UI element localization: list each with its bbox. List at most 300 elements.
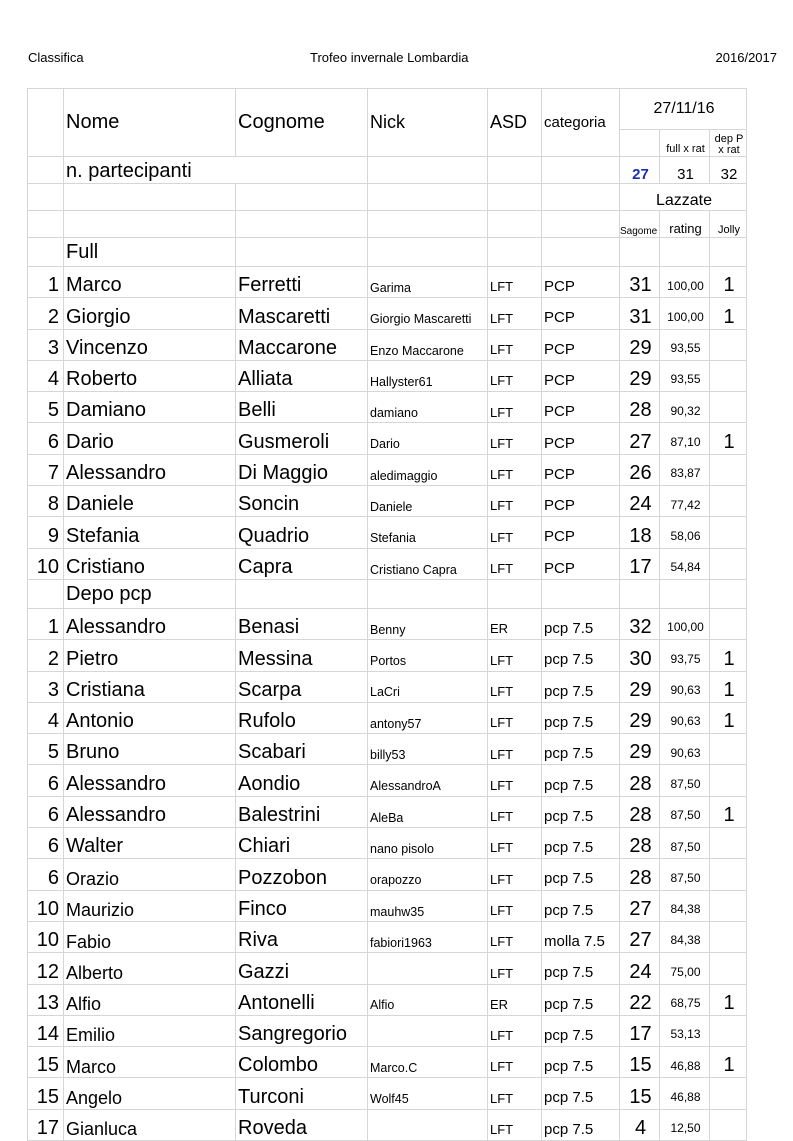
rank: 10 [28,921,64,952]
cell [236,579,368,608]
rating: 100,00 [660,608,710,639]
rating: 54,84 [660,548,710,579]
targets: 18 [620,517,660,548]
table-row [28,360,747,391]
cell [542,579,620,608]
category: pcp 7.5 [542,859,620,890]
nickname [368,1015,488,1046]
targets: 26 [620,454,660,485]
rank: 15 [28,1078,64,1109]
targets: 29 [620,329,660,360]
club: LFT [488,298,542,329]
nickname [368,953,488,984]
col-jolly: Jolly [710,211,747,238]
jolly [710,1015,747,1046]
rating: 46,88 [660,1047,710,1078]
rating: 84,38 [660,890,710,921]
col-rating: rating [660,211,710,238]
jolly: 1 [710,640,747,671]
rank: 2 [28,298,64,329]
first-name: Alessandro [64,796,236,827]
club: LFT [488,486,542,517]
nickname: fabiori1963 [368,921,488,952]
rating: 58,06 [660,517,710,548]
category: pcp 7.5 [542,828,620,859]
rank: 8 [28,486,64,517]
cell [488,579,542,608]
table-row [28,1015,747,1046]
nickname: Giorgio Mascaretti [368,298,488,329]
club: LFT [488,517,542,548]
rating: 93,55 [660,360,710,391]
jolly [710,1109,747,1140]
first-name: Pietro [64,640,236,671]
club: LFT [488,734,542,765]
rating: 90,63 [660,734,710,765]
first-name: Vincenzo [64,329,236,360]
cell [660,238,710,267]
table-row [28,267,747,298]
pos-header [28,89,64,157]
rank: 1 [28,267,64,298]
club: LFT [488,329,542,360]
club: ER [488,608,542,639]
targets: 28 [620,392,660,423]
rank: 12 [28,953,64,984]
rating: 87,10 [660,423,710,454]
last-name: Balestrini [236,796,368,827]
jolly: 1 [710,298,747,329]
targets: 29 [620,671,660,702]
rank: 5 [28,392,64,423]
rank: 17 [28,1109,64,1140]
rating: 93,75 [660,640,710,671]
rank: 4 [28,360,64,391]
last-name: Pozzobon [236,859,368,890]
nickname: mauhw35 [368,890,488,921]
header-title: Trofeo invernale Lombardia [310,50,469,65]
rank: 10 [28,890,64,921]
cell [488,238,542,267]
last-name: Colombo [236,1047,368,1078]
club: LFT [488,267,542,298]
last-name: Maccarone [236,329,368,360]
category: molla 7.5 [542,921,620,952]
targets: 17 [620,1015,660,1046]
category: PCP [542,486,620,517]
first-name: Daniele [64,486,236,517]
jolly [710,921,747,952]
targets: 28 [620,859,660,890]
targets: 30 [620,640,660,671]
rating: 100,00 [660,267,710,298]
club: LFT [488,1015,542,1046]
rank: 7 [28,454,64,485]
last-name: Quadrio [236,517,368,548]
category: pcp 7.5 [542,702,620,733]
nickname: Stefania [368,517,488,548]
jolly [710,517,747,548]
table-row [28,702,747,733]
category: PCP [542,267,620,298]
rank: 3 [28,671,64,702]
jolly [710,953,747,984]
category: PCP [542,454,620,485]
nickname: Alfio [368,984,488,1015]
club: LFT [488,890,542,921]
rating: 90,63 [660,702,710,733]
category: PCP [542,517,620,548]
last-name: Soncin [236,486,368,517]
table-row [28,671,747,702]
club: LFT [488,454,542,485]
first-name: Antonio [64,702,236,733]
section-title-row [28,238,747,267]
club: ER [488,984,542,1015]
nickname: Benny [368,608,488,639]
targets: 15 [620,1047,660,1078]
table-row [28,734,747,765]
category: pcp 7.5 [542,734,620,765]
nickname: nano pisolo [368,828,488,859]
nickname: Cristiano Capra [368,548,488,579]
rank: 13 [28,984,64,1015]
targets: 24 [620,486,660,517]
category: pcp 7.5 [542,1015,620,1046]
category: pcp 7.5 [542,796,620,827]
first-name: Emilio [64,1015,236,1046]
first-name: Cristiano [64,548,236,579]
first-name: Stefania [64,517,236,548]
club: LFT [488,859,542,890]
nickname: AlessandroA [368,765,488,796]
ranking-table [27,88,747,1141]
targets: 32 [620,608,660,639]
cell [710,579,747,608]
targets: 28 [620,765,660,796]
nickname: damiano [368,392,488,423]
table-row [28,859,747,890]
targets: 4 [620,1109,660,1140]
first-name: Marco [64,267,236,298]
table-row [28,828,747,859]
first-name: Cristiana [64,671,236,702]
nickname: Daniele [368,486,488,517]
category: pcp 7.5 [542,953,620,984]
col-asd: ASD [488,89,542,157]
table-row [28,1078,747,1109]
table-row [28,517,747,548]
rank: 3 [28,329,64,360]
club: LFT [488,548,542,579]
rating: 100,00 [660,298,710,329]
nickname: Dario [368,423,488,454]
jolly [710,454,747,485]
rank: 1 [28,608,64,639]
category: PCP [542,392,620,423]
category: PCP [542,360,620,391]
cell [710,238,747,267]
cell [368,238,488,267]
col-nome: Nome [64,89,236,157]
category: pcp 7.5 [542,671,620,702]
first-name: Dario [64,423,236,454]
club: LFT [488,1078,542,1109]
last-name: Messina [236,640,368,671]
jolly: 1 [710,702,747,733]
club: LFT [488,921,542,952]
last-name: Antonelli [236,984,368,1015]
first-name: Giorgio [64,298,236,329]
header-left: Classifica [28,50,84,65]
jolly [710,765,747,796]
partecipanti-full: 31 [660,157,710,184]
table-row [28,796,747,827]
club: LFT [488,423,542,454]
rank: 6 [28,796,64,827]
first-name: Alessandro [64,608,236,639]
first-name: Bruno [64,734,236,765]
first-name: Alessandro [64,765,236,796]
last-name: Chiari [236,828,368,859]
jolly [710,392,747,423]
targets: 31 [620,298,660,329]
rating: 87,50 [660,859,710,890]
last-name: Rufolo [236,702,368,733]
last-name: Gazzi [236,953,368,984]
jolly [710,828,747,859]
targets: 29 [620,360,660,391]
cell [236,238,368,267]
nickname: orapozzo [368,859,488,890]
nickname: AleBa [368,796,488,827]
rating: 90,63 [660,671,710,702]
jolly: 1 [710,423,747,454]
rank: 9 [28,517,64,548]
club: LFT [488,828,542,859]
col-cognome: Cognome [236,89,368,157]
first-name: Roberto [64,360,236,391]
category: pcp 7.5 [542,1047,620,1078]
cell [368,579,488,608]
last-name: Alliata [236,360,368,391]
col-blank [620,130,660,157]
rating: 84,38 [660,921,710,952]
last-name: Di Maggio [236,454,368,485]
nickname: Enzo Maccarone [368,329,488,360]
venue: Lazzate [620,184,747,211]
nickname: aledimaggio [368,454,488,485]
table-row [28,984,747,1015]
category: PCP [542,423,620,454]
first-name: Maurizio [64,890,236,921]
jolly [710,329,747,360]
first-name: Alfio [64,984,236,1015]
targets: 31 [620,267,660,298]
nickname: Hallyster61 [368,360,488,391]
nickname: Wolf45 [368,1078,488,1109]
col-date: 27/11/16 [620,89,747,130]
targets: 29 [620,734,660,765]
table-row [28,486,747,517]
table-row [28,1047,747,1078]
last-name: Gusmeroli [236,423,368,454]
first-name: Alberto [64,953,236,984]
rank: 6 [28,859,64,890]
last-name: Turconi [236,1078,368,1109]
rating: 87,50 [660,828,710,859]
club: LFT [488,360,542,391]
club: LFT [488,1047,542,1078]
targets: 27 [620,423,660,454]
last-name: Benasi [236,608,368,639]
rating: 83,87 [660,454,710,485]
last-name: Aondio [236,765,368,796]
jolly [710,548,747,579]
rank: 6 [28,828,64,859]
first-name: Gianluca [64,1109,236,1140]
club: LFT [488,392,542,423]
rank: 6 [28,765,64,796]
col-sagome: Sagome [620,211,660,238]
targets: 28 [620,828,660,859]
cell [28,238,64,267]
targets: 22 [620,984,660,1015]
jolly: 1 [710,1047,747,1078]
last-name: Scabari [236,734,368,765]
category: pcp 7.5 [542,1109,620,1140]
club: LFT [488,765,542,796]
targets: 24 [620,953,660,984]
partecipanti-total: 27 [620,157,660,184]
last-name: Belli [236,392,368,423]
nickname: Garima [368,267,488,298]
table-row [28,298,747,329]
table-row [28,329,747,360]
first-name: Orazio [64,859,236,890]
jolly [710,734,747,765]
cell [620,238,660,267]
last-name: Sangregorio [236,1015,368,1046]
last-name: Scarpa [236,671,368,702]
rating: 87,50 [660,765,710,796]
category: pcp 7.5 [542,1078,620,1109]
last-name: Capra [236,548,368,579]
rating: 87,50 [660,796,710,827]
jolly: 1 [710,984,747,1015]
table-row [28,1109,747,1140]
category: pcp 7.5 [542,765,620,796]
col-full-x-rat: full x rat [660,130,710,157]
header-season: 2016/2017 [715,50,777,65]
targets: 27 [620,921,660,952]
nickname: antony57 [368,702,488,733]
nickname: LaCri [368,671,488,702]
club: LFT [488,671,542,702]
club: LFT [488,953,542,984]
last-name: Finco [236,890,368,921]
jolly: 1 [710,267,747,298]
col-categoria: categoria [542,89,620,157]
targets: 17 [620,548,660,579]
nickname: Marco.C [368,1047,488,1078]
first-name: Walter [64,828,236,859]
first-name: Marco [64,1047,236,1078]
rating: 90,32 [660,392,710,423]
jolly [710,890,747,921]
last-name: Riva [236,921,368,952]
rating: 93,55 [660,329,710,360]
rating: 75,00 [660,953,710,984]
club: LFT [488,1109,542,1140]
first-name: Fabio [64,921,236,952]
club: LFT [488,796,542,827]
jolly [710,360,747,391]
table-row [28,765,747,796]
category: PCP [542,548,620,579]
section-title-row [28,579,747,608]
rank: 10 [28,548,64,579]
rank: 4 [28,702,64,733]
category: pcp 7.5 [542,608,620,639]
last-name: Roveda [236,1109,368,1140]
table-row [28,921,747,952]
club: LFT [488,702,542,733]
jolly [710,1078,747,1109]
targets: 28 [620,796,660,827]
section-title: Full [64,238,236,267]
targets: 15 [620,1078,660,1109]
table-row [28,953,747,984]
last-name: Ferretti [236,267,368,298]
col-nick: Nick [368,89,488,157]
club: LFT [488,640,542,671]
table-row [28,608,747,639]
category: pcp 7.5 [542,984,620,1015]
rank: 14 [28,1015,64,1046]
table-row [28,454,747,485]
rating: 77,42 [660,486,710,517]
targets: 27 [620,890,660,921]
partecipanti-label: n. partecipanti [64,157,368,184]
first-name: Angelo [64,1078,236,1109]
rank: 5 [28,734,64,765]
last-name: Mascaretti [236,298,368,329]
table-row [28,392,747,423]
section-title: Depo pcp [64,579,236,608]
rank: 15 [28,1047,64,1078]
category: pcp 7.5 [542,890,620,921]
cell [620,579,660,608]
category: pcp 7.5 [542,640,620,671]
first-name: Alessandro [64,454,236,485]
cell [542,238,620,267]
cell [28,579,64,608]
jolly [710,608,747,639]
jolly [710,859,747,890]
category: PCP [542,329,620,360]
rank: 2 [28,640,64,671]
first-name: Damiano [64,392,236,423]
rating: 53,13 [660,1015,710,1046]
rating: 68,75 [660,984,710,1015]
rating: 12,50 [660,1109,710,1140]
nickname: billy53 [368,734,488,765]
jolly: 1 [710,796,747,827]
rank: 6 [28,423,64,454]
nickname [368,1109,488,1140]
table-row [28,548,747,579]
